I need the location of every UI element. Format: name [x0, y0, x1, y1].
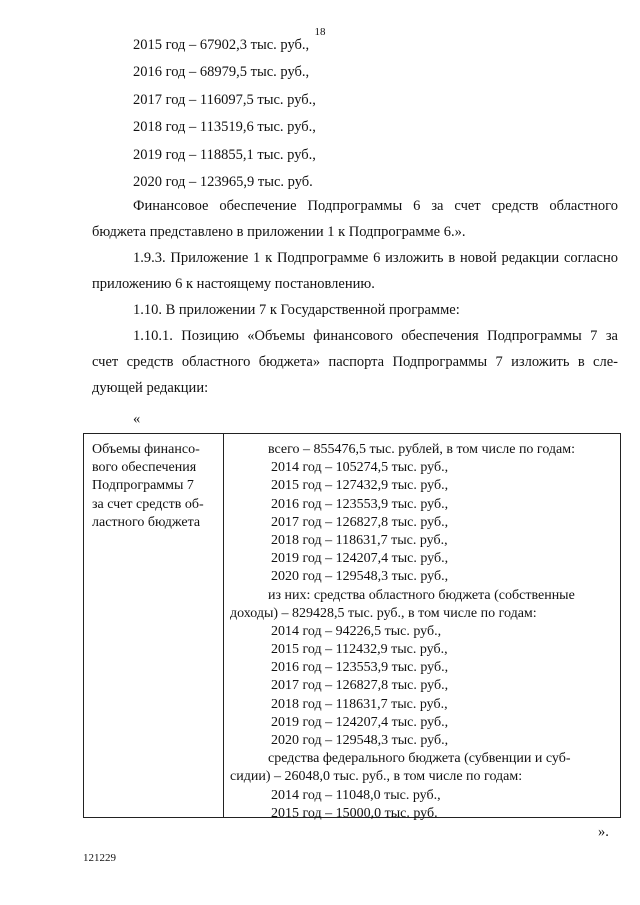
- close-quote: ».: [598, 824, 609, 840]
- right-cell-line: 2016 год – 123553,9 тыс. руб.,: [271, 660, 449, 676]
- left-cell-line: Подпрограммы 7: [92, 478, 194, 494]
- amount-line: 2016 год – 68979,5 тыс. руб.,: [133, 64, 310, 81]
- paragraph-1-10-1: [92, 323, 618, 401]
- paragraph-1-10: [92, 297, 618, 323]
- right-cell-line: 2015 год – 112432,9 тыс. руб.,: [271, 642, 448, 658]
- right-cell-line: 2015 год – 127432,9 тыс. руб.,: [271, 478, 449, 494]
- paragraph-line: приложению 6 к настоящему постановлению.: [92, 276, 375, 292]
- table-divider: [223, 434, 224, 817]
- amount-line: 2019 год – 118855,1 тыс. руб.,: [133, 146, 316, 163]
- paragraph-line: 1.9.3. Приложение 1 к Подпрограмме 6 изложить в новой редакции согласно: [133, 250, 618, 266]
- right-cell-line: 2017 год – 126827,8 тыс. руб.,: [271, 514, 449, 530]
- right-cell-line: из них: средства областного бюджета (собственные: [268, 587, 575, 603]
- paragraph-line: Финансовое обеспечение Подпрограммы 6 за счет средств областного: [133, 198, 618, 214]
- right-cell-line: 2020 год – 129548,3 тыс. руб.,: [271, 733, 449, 748]
- paragraph-line: 1.10.1. Позицию «Объемы финансового обеспечения Подпрограммы 7 за: [133, 328, 618, 344]
- paragraph-line: бюджета представлено в приложении 1 к Подпрограмме 6.».: [92, 224, 466, 240]
- right-cell-line: 2017 год – 126827,8 тыс. руб.,: [271, 678, 449, 694]
- right-cell-line: 2015 год – 15000,0 тыс. руб.: [271, 805, 438, 821]
- left-cell-line: вого обеспечения: [92, 460, 197, 476]
- document-code: 121229: [83, 852, 116, 864]
- right-cell-line: 2018 год – 118631,7 тыс. руб.,: [271, 532, 448, 548]
- table-left-cell: [92, 441, 220, 532]
- right-cell-line: средства федерального бюджета (субвенции и суб-: [268, 751, 571, 767]
- financing-table: [83, 433, 621, 821]
- right-cell-line: 2018 год – 118631,7 тыс. руб.,: [271, 696, 448, 712]
- amount-line: 2020 год – 123965,9 тыс. руб.: [133, 173, 313, 190]
- right-cell-line: 2016 год – 123553,9 тыс. руб.,: [271, 496, 449, 512]
- right-cell-line: 2020 год – 129548,3 тыс. руб.,: [271, 569, 449, 585]
- paragraph-financing: [92, 193, 618, 245]
- right-cell-line: доходы) – 829428,5 тыс. руб., в том числе по годам:: [230, 605, 537, 621]
- left-cell-line: Объемы финансо-: [92, 442, 200, 457]
- paragraph-line: дующей редакции:: [92, 380, 209, 396]
- amount-list: [133, 38, 316, 202]
- table-right-cell: [230, 441, 614, 823]
- right-cell-line: всего – 855476,5 тыс. рублей, в том числе по годам:: [268, 442, 576, 457]
- right-cell-line: сидии) – 26048,0 тыс. руб., в том числе по годам:: [230, 769, 523, 785]
- left-cell-line: ластного бюджета: [92, 514, 201, 530]
- paragraph-line: 1.10. В приложении 7 к Государственной программе:: [133, 302, 460, 318]
- page-number: 18: [314, 26, 326, 38]
- right-cell-line: 2014 год – 11048,0 тыс. руб.,: [271, 787, 441, 803]
- right-cell-line: 2019 год – 124207,4 тыс. руб.,: [271, 551, 449, 567]
- right-cell-line: 2019 год – 124207,4 тыс. руб.,: [271, 714, 449, 730]
- right-cell-line: 2014 год – 105274,5 тыс. руб.,: [271, 460, 449, 476]
- open-quote: «: [133, 411, 141, 427]
- paragraph-line: счет средств областного бюджета» паспорта Подпрограммы 7 изложить в сле-: [92, 354, 618, 370]
- right-cell-line: 2014 год – 94226,5 тыс. руб.,: [271, 623, 442, 639]
- amount-line: 2015 год – 67902,3 тыс. руб.,: [133, 37, 310, 53]
- paragraph-1-9-3: [92, 245, 618, 297]
- left-cell-line: за счет средств об-: [92, 496, 204, 512]
- amount-line: 2018 год – 113519,6 тыс. руб.,: [133, 119, 316, 136]
- amount-line: 2017 год – 116097,5 тыс. руб.,: [133, 91, 316, 108]
